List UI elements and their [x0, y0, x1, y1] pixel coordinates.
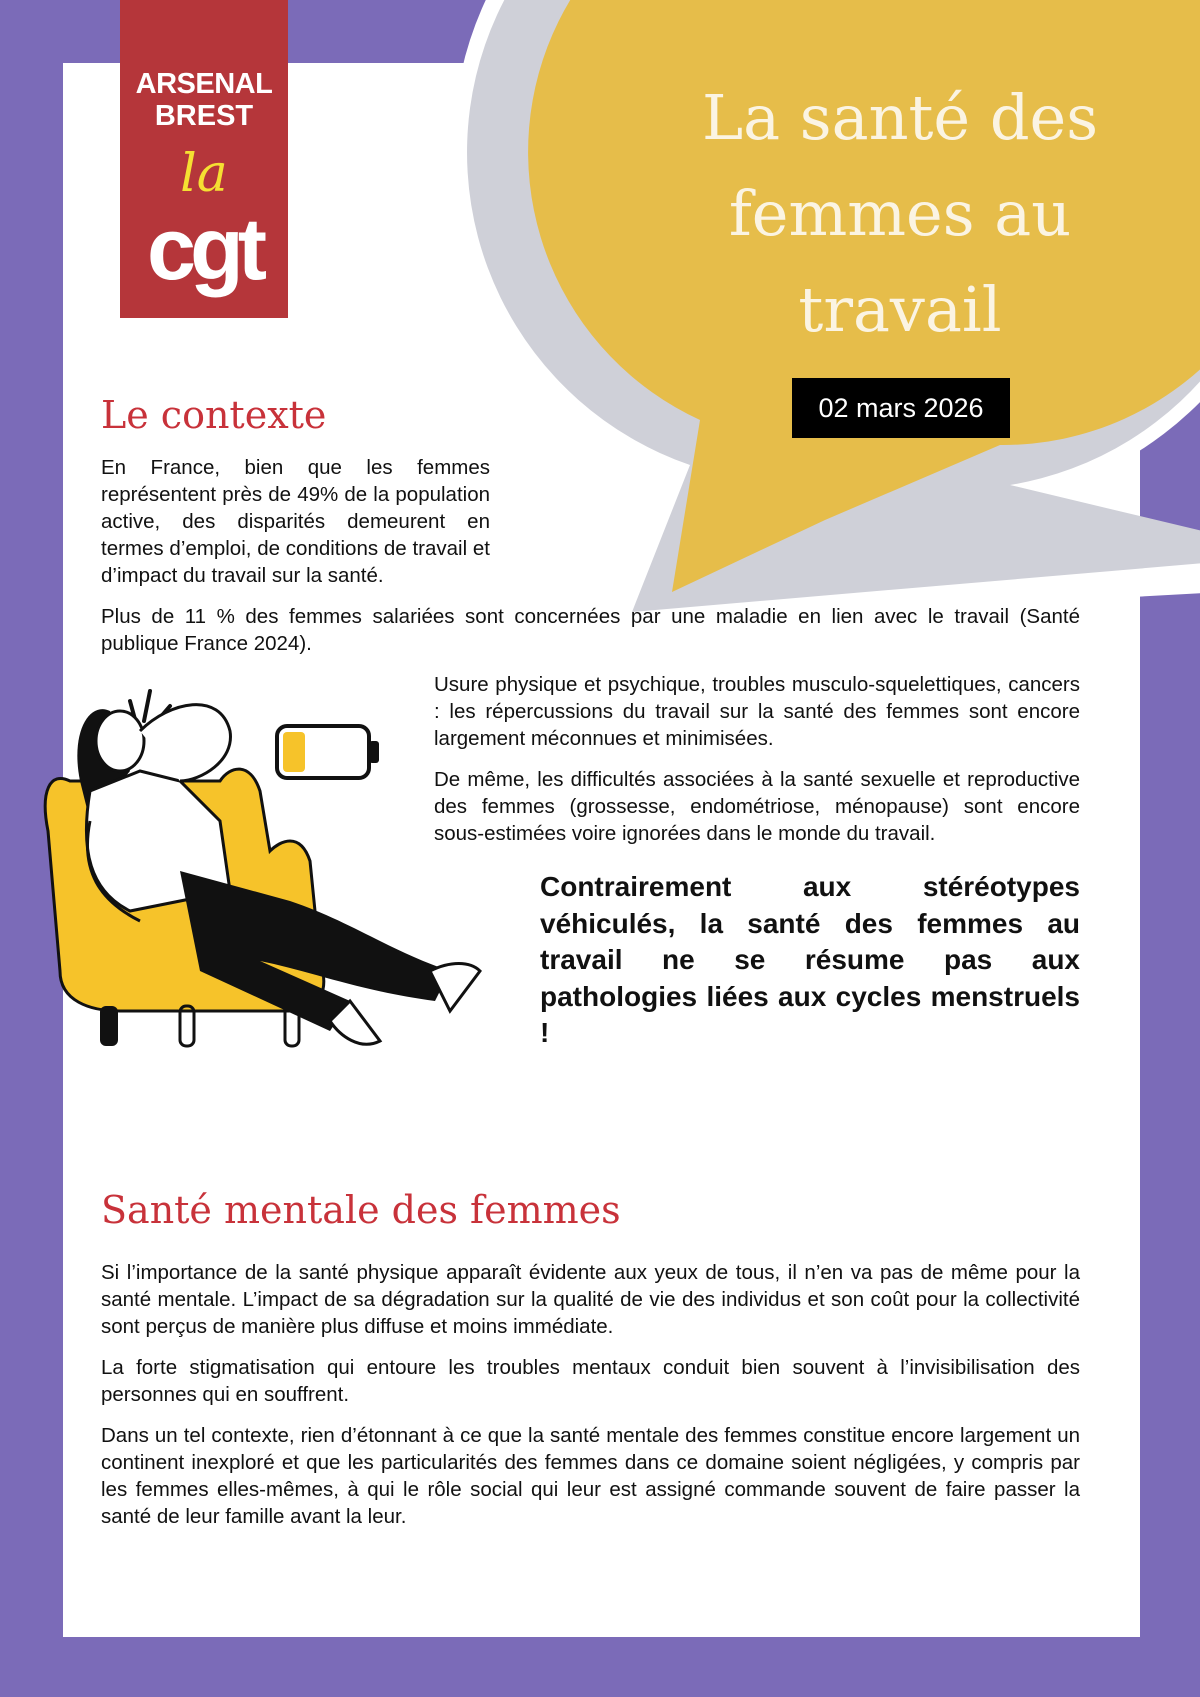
- illustration-box: [101, 671, 434, 1151]
- date-badge: 02 mars 2026: [792, 378, 1010, 438]
- battery-icon: [277, 726, 379, 778]
- title-line: travail: [798, 273, 1002, 346]
- logo-script: la: [180, 144, 228, 204]
- section-context: [101, 392, 1080, 1151]
- title-line: femmes au: [728, 177, 1072, 250]
- paragraph: Si l’importance de la santé physique apparaît évidente aux yeux de tous, il n’en va pas de même pour la santé mentale. L’impact de sa dégradation sur la qualité de vie des individus et son coût pour la collectivité sont perçus de manière plus diffuse et moins immédiate.: [101, 1261, 1080, 1338]
- title-line: La santé des: [701, 81, 1099, 154]
- paragraph: Usure physique et psychique, troubles musculo-squelettiques, cancers : les répercussions du travail sur la santé des femmes sont encore largement méconnues et minimisées.: [434, 673, 1080, 750]
- paragraph: En France, bien que les femmes représentent près de 49% de la population active, des disparités demeurent en termes d’emploi, de conditions de travail et d’impact du travail sur la santé.: [101, 456, 490, 587]
- paragraph: De même, les difficultés associées à la santé sexuelle et reproductive des femmes (grossesse, endométriose, ménopause) sont encore sous-estimées voire ignorées dans le monde du travail.: [434, 768, 1080, 845]
- paragraph: Dans un tel contexte, rien d’étonnant à ce que la santé mentale des femmes constitue encore largement un continent inexploré et que les particularités des femmes dans ce domaine soient négligées, y compris par les femmes elles-mêmes, à qui le rôle social qui leur est assigné commande souvent de faire passer la santé de leur famille avant la leur.: [101, 1424, 1080, 1528]
- logo-line2: BREST: [154, 100, 254, 132]
- section-heading-mental-health: Santé mentale des femmes: [101, 1188, 621, 1232]
- logo-brand: cgt: [147, 199, 261, 298]
- section-mental-health: [101, 1187, 1080, 1530]
- logo-line1: ARSENAL: [135, 68, 273, 100]
- illustrated-row: [101, 671, 1080, 1151]
- section-heading-context: Le contexte: [101, 393, 327, 437]
- callout-statement: Contrairement aux stéréotypes véhiculés, la santé des femmes au travail ne se résume pas aux pathologies liées aux cycles menstruels !: [540, 871, 1080, 1048]
- right-column: [434, 671, 1080, 1151]
- tired-woman-illustration: [30, 671, 530, 1151]
- paragraph: La forte stigmatisation qui entoure les troubles mentaux conduit bien souvent à l’invisibilisation des personnes qui en souffrent.: [101, 1356, 1080, 1406]
- cgt-logo: [120, 0, 288, 318]
- content: [101, 392, 1080, 1544]
- page-title: [640, 70, 1160, 358]
- paragraph: Plus de 11 % des femmes salariées sont concernées par une maladie en lien avec le travail (Santé publique France 2024).: [101, 605, 1080, 655]
